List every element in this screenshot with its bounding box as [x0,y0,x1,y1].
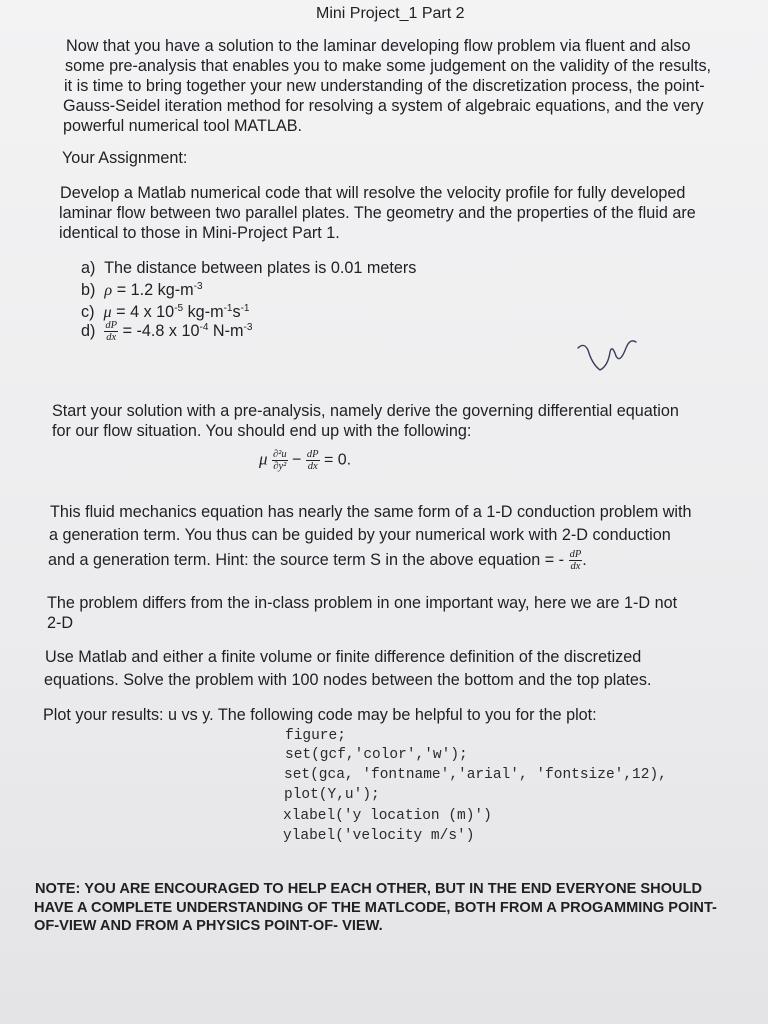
assignment-line-2: laminar flow between two parallel plates. The geometry and the properties of the fluid are [59,204,696,222]
viscosity-value: = 4 x 10 [116,303,175,321]
source-term-fraction [569,549,583,572]
analogy-line-3 [48,549,587,572]
assignment-heading: Your Assignment: [62,149,188,167]
preanalysis-line-1: Start your solution with a pre-analysis, namely derive the governing differential equation [52,402,679,420]
note-line-1: NOTE: YOU ARE ENCOURAGED TO HELP EACH OTHER, BUT IN THE END EVERYONE SHOULD [35,881,703,897]
code-line-5: xlabel('y location (m)') [283,808,492,824]
intro-line-4: Gauss-Seidel iteration method for resolving a system of algebraic equations, and the very [63,97,704,115]
list-marker: d) [81,321,96,340]
intro-line-5: powerful numerical tool MATLAB. [63,117,303,135]
density-value: = 1.2 kg-m [116,281,194,299]
handwritten-mark-icon [572,330,642,378]
list-item-b [81,280,203,300]
code-line-6: ylabel('velocity m/s') [283,828,475,844]
differs-line-2: 2-D [47,614,74,632]
analogy-line-1: This fluid mechanics equation has nearly the same form of a 1-D conduction problem with [50,503,692,521]
intro-line-1: Now that you have a solution to the laminar developing flow problem via fluent and also [66,37,691,55]
code-line-4: plot(Y,u'); [284,787,380,803]
viscosity-unit-2: s [232,303,241,321]
note-line-3: OF-VIEW AND FROM A PHYSICS POINT-OF- VIEW. [34,918,383,934]
equation-mu: μ [259,449,268,469]
list-item-a [81,258,416,278]
list-text: The distance between plates is 0.01 meters [104,259,417,277]
density-exponent: -3 [193,281,203,292]
rho-symbol: ρ [104,281,113,299]
viscosity-unit-exponent-2: -1 [240,303,250,314]
pressure-gradient-value: = -4.8 x 10 [122,321,200,340]
method-line-2: equations. Solve the problem with 100 nodes between the bottom and the top plates. [44,671,652,689]
note-line-2: HAVE A COMPLETE UNDERSTANDING OF THE MATLCODE, BOTH FROM A PROGAMMING POINT- [34,900,717,916]
fraction-numerator: dP [306,449,319,460]
governing-equation [259,449,351,472]
fraction-numerator: dP [105,320,118,331]
mu-symbol: μ [103,303,112,321]
analogy-tail: . [582,550,587,569]
list-item-c [81,302,249,322]
plot-intro: Plot your results: u vs y. The following code may be helpful to you for the plot: [43,706,597,724]
intro-line-3: it is time to bring together your new understanding of the discretization process, the point- [64,77,705,95]
pressure-gradient-unit: N-m [208,321,244,340]
code-line-3: set(gca, 'fontname','arial', 'fontsize',12), [284,767,667,783]
pressure-gradient-unit-exponent: -3 [243,321,253,333]
equation-rhs: = 0. [323,451,352,469]
pressure-gradient-fraction [306,449,320,472]
analogy-line-2: a generation term. You thus can be guided by your numerical work with 2-D conduction [49,526,671,544]
fraction-denominator: dx [106,332,117,343]
page-title: Mini Project_1 Part 2 [316,5,465,22]
viscosity-unit-exponent-1: -1 [223,303,233,314]
preanalysis-line-2: for our flow situation. You should end up with the following: [52,422,472,440]
code-line-1: figure; [285,728,346,744]
code-line-2: set(gcf,'color','w'); [285,747,468,763]
list-marker: c) [81,303,95,321]
differs-line-1: The problem differs from the in-class problem in one important way, here we are 1-D not [47,594,678,612]
intro-line-2: some pre-analysis that enables you to make some judgement on the validity of the results, [65,57,712,75]
fraction-denominator: dx [307,461,318,472]
pressure-gradient-fraction [104,320,118,343]
list-item-d [81,320,252,343]
equation-minus: − [292,451,302,469]
fraction-denominator: dx [570,561,581,572]
fraction-denominator: ∂y² [273,461,287,472]
method-line-1: Use Matlab and either a finite volume or finite difference definition of the discretized [45,648,642,666]
analogy-line-3-text: and a generation term. Hint: the source term S in the above equation = - [48,550,565,569]
pressure-gradient-exponent: -4 [199,321,209,333]
fraction-numerator: dP [569,549,582,560]
list-marker: a) [81,259,96,277]
second-derivative-fraction [272,449,288,472]
assignment-line-3: identical to those in Mini-Project Part 1. [59,224,340,242]
viscosity-exponent: -5 [174,303,184,314]
viscosity-unit: kg-m [183,303,224,321]
list-marker: b) [81,281,96,299]
fraction-numerator: ∂²u [273,449,287,460]
assignment-line-1: Develop a Matlab numerical code that will resolve the velocity profile for fully developed [60,184,686,202]
